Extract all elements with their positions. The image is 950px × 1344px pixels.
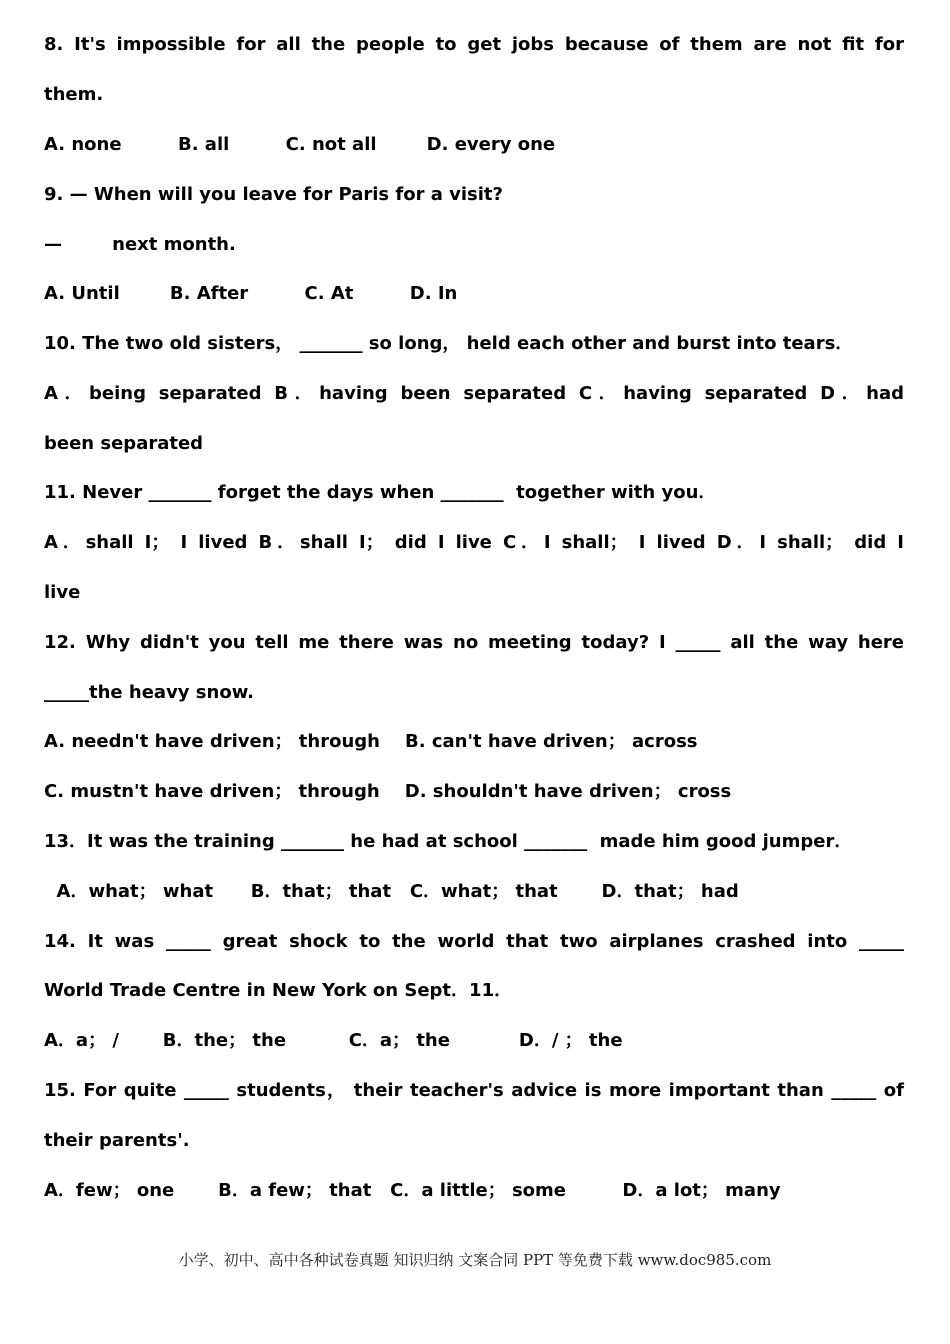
q11-options-line1: A．shall I； I lived B．shall I； did I live C．I shall； I lived D．I shall； did I — [44, 532, 904, 553]
q8-options: A. none B. all C. not all D. every one — [44, 134, 556, 155]
q12-options-c-d: C. mustn't have driven； through D. shouldn't have driven； cross — [44, 781, 732, 802]
q14-options: A．a； / B．the； the C．a； the D．/ ； the — [44, 1030, 623, 1051]
q10-stem: 10. The two old sisters， _______ so long， held each other and burst into tears． — [44, 333, 854, 354]
q8-stem-line1: 8. It's impossible for all the people to get jobs because of them are not fit for — [44, 34, 904, 55]
q14-stem-line1: 14. It was _____ great shock to the world that two airplanes crashed into _____ — [44, 931, 904, 952]
q15-stem-line1: 15. For quite _____ students， their teacher's advice is more important than _____ of — [44, 1080, 904, 1101]
q12-options-a-b: A. needn't have driven； through B. can't have driven； across — [44, 731, 698, 752]
q13-stem: 13．It was the training _______ he had at school _______ made him good jumper． — [44, 831, 853, 852]
q9-reply: — next month. — [44, 234, 236, 255]
q12-stem-line1: 12. Why didn't you tell me there was no meeting today? I _____ all the way here — [44, 632, 904, 653]
q8-stem-line2: them. — [44, 84, 104, 105]
q11-stem: 11. Never _______ forget the days when _______ together with you． — [44, 482, 717, 503]
q9-stem: 9. — When will you leave for Paris for a visit? — [44, 184, 503, 205]
q15-stem-line2: their parents'. — [44, 1130, 190, 1151]
q15-options: A．few； one B．a few； that C．a little； some D．a lot； many — [44, 1180, 781, 1201]
page-footer: 小学、初中、高中各种试卷真题 知识归纳 文案合同 PPT 等免费下载 www.doc985.com — [178, 1251, 772, 1269]
q14-stem-line2: World Trade Centre in New York on Sept．11． — [44, 980, 513, 1001]
q11-options-line2: live — [44, 582, 81, 603]
q9-options: A. Until B. After C. At D. In — [44, 283, 458, 304]
q12-stem-line2: _____the heavy snow. — [44, 682, 255, 703]
q10-options-line2: been separated — [44, 433, 204, 454]
q10-options-line1: A．being separated B．having been separated C．having separated D．had — [44, 383, 904, 404]
q13-options: A．what； what B．that； that C．what； that D．that； had — [44, 881, 739, 902]
